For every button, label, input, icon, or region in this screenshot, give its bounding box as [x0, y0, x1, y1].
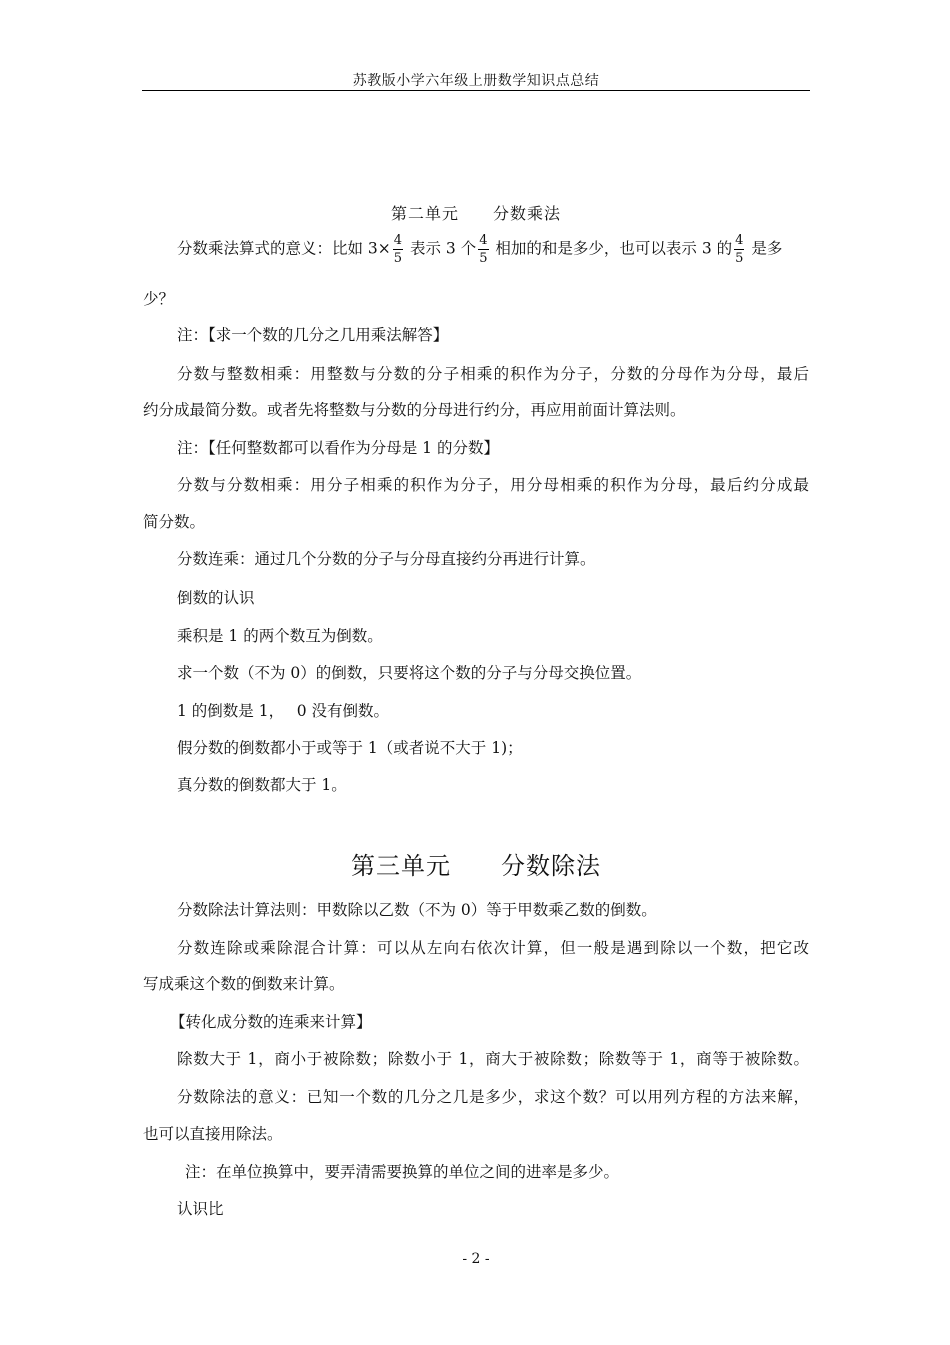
- meaning-text-d: 是多: [746, 239, 783, 258]
- paragraph-line: 除数大于 1，商小于被除数；除数小于 1，商大于被除数；除数等于 1，商等于被除数。: [177, 1050, 809, 1068]
- paragraph-line: 认识比: [177, 1200, 224, 1218]
- fraction-numerator: 4: [479, 233, 488, 248]
- paragraph-line: 也可以直接用除法。: [143, 1125, 283, 1143]
- paragraph-line: 求一个数（不为 0）的倒数，只要将这个数的分子与分母交换位置。: [177, 664, 642, 682]
- paragraph-line: 注：在单位换算中，要弄清需要换算的单位之间的进率是多少。: [185, 1163, 620, 1181]
- fraction-denominator: 5: [735, 251, 744, 266]
- header-rule: [142, 90, 810, 91]
- paragraph-line: 真分数的倒数都大于 1。: [177, 776, 347, 794]
- unit2-title: 第二单元 分数乘法: [390, 204, 561, 223]
- meaning-text-a: 分数乘法算式的意义：比如 3×: [177, 239, 391, 258]
- paragraph-line: 约分成最简分数。或者先将整数与分数的分母进行约分，再应用前面计算法则。: [143, 401, 686, 419]
- fraction-4-5: [393, 234, 403, 265]
- paragraph-line: 分数除法计算法则：甲数除以乙数（不为 0）等于甲数乘乙数的倒数。: [177, 901, 657, 919]
- fraction-numerator: 4: [735, 233, 744, 248]
- paragraph-line: 分数与整数相乘：用整数与分数的分子相乘的积作为分子，分数的分母作为分母，最后: [177, 365, 809, 383]
- paragraph-line: 倒数的认识: [177, 589, 255, 607]
- unit2-meaning-line: [177, 234, 782, 265]
- fraction-4-5: [478, 234, 488, 265]
- meaning-text-b: 表示 3 个: [405, 239, 477, 258]
- paragraph-line: 1 的倒数是 1， 0 没有倒数。: [177, 702, 390, 720]
- paragraph-line: 【转化成分数的连乘来计算】: [170, 1013, 372, 1031]
- paragraph-line: 注：【求一个数的几分之几用乘法解答】: [177, 326, 449, 344]
- paragraph-line: 乘积是 1 的两个数互为倒数。: [177, 627, 383, 645]
- paragraph-line: 简分数。: [143, 513, 206, 531]
- fraction-numerator: 4: [393, 233, 403, 248]
- paragraph-line: 分数连除或乘除混合计算：可以从左向右依次计算，但一般是遇到除以一个数，把它改: [177, 939, 809, 957]
- paragraph-line: 假分数的倒数都小于或等于 1（或者说不大于 1)；: [177, 739, 523, 757]
- paragraph-line: 分数连乘：通过几个分数的分子与分母直接约分再进行计算。: [177, 550, 596, 568]
- unit3-title: 第三单元 分数除法: [351, 852, 601, 880]
- fraction-denominator: 5: [393, 251, 403, 266]
- paragraph-line: 分数与分数相乘：用分子相乘的积作为分子，用分母相乘的积作为分母，最后约分成最: [177, 476, 809, 494]
- paragraph-line: 分数除法的意义：已知一个数的几分之几是多少，求这个数？可以用列方程的方法来解，: [177, 1088, 809, 1106]
- paragraph-line: 注：【任何整数都可以看作为分母是 1 的分数】: [177, 439, 499, 457]
- page-number: - 2 -: [462, 1251, 490, 1267]
- page-header: 苏教版小学六年级上册数学知识点总结: [352, 73, 600, 89]
- paragraph-line: 写成乘这个数的倒数来计算。: [143, 975, 345, 993]
- fraction-4-5: [734, 234, 744, 265]
- fraction-denominator: 5: [479, 251, 488, 266]
- meaning-text-e: 少？: [143, 290, 175, 308]
- meaning-text-c: 相加的和是多少，也可以表示 3 的: [490, 239, 733, 258]
